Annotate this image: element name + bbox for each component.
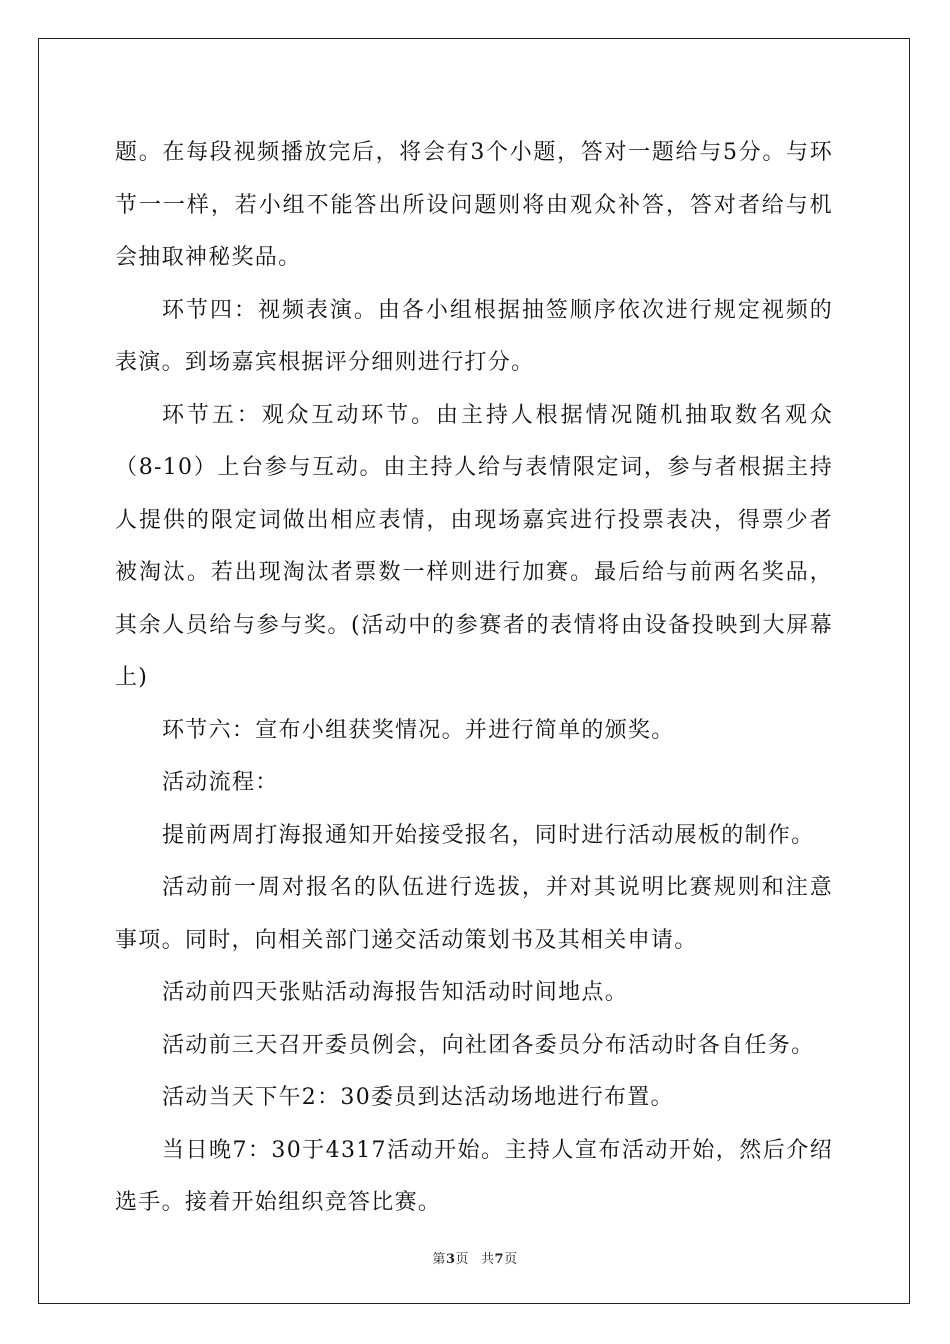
page-suffix: 页: [455, 1252, 469, 1267]
page-prefix: 第: [432, 1252, 446, 1267]
total-pages: 7: [494, 1252, 505, 1267]
paragraph: 活动当天下午2：30委员到达活动场地进行布置。: [162, 1085, 674, 1110]
paragraph: 提前两周打海报通知开始接受报名，同时进行活动展板的制作。: [162, 822, 815, 848]
document-body: [115, 127, 833, 1230]
paragraph: 活动流程：: [162, 770, 279, 795]
paragraph: 环节四：视频表演。由各小组根据抽签顺序依次进行规定视频的表演。到场嘉宾根据评分细则进行打分。: [115, 297, 833, 375]
paragraph: 活动前四天张贴活动海报告知活动时间地点。: [162, 980, 629, 1005]
paragraph: 环节六：宣布小组获奖情况。并进行简单的颁奖。: [162, 717, 675, 743]
page-number: 3: [445, 1252, 456, 1267]
paragraph: 活动前三天召开委员例会，向社团各委员分布活动时各自任务。: [162, 1032, 815, 1058]
paragraph: 题。在每段视频播放完后，将会有3个小题，答对一题给与5分。与环节一一样，若小组不能答出所设问题则将由观众补答，答对者给与机会抽取神秘奖品。: [115, 140, 833, 270]
paragraph: 活动前一周对报名的队伍进行选拔，并对其说明比赛规则和注意事项。同时，向相关部门递交活动策划书及其相关申请。: [115, 875, 833, 953]
paragraph: 当日晚7：30于4317活动开始。主持人宣布活动开始，然后介绍选手。接着开始组织竞答比赛。: [115, 1137, 833, 1215]
total-prefix: 共: [481, 1252, 495, 1267]
total-suffix: 页: [504, 1252, 518, 1267]
paragraph: 环节五：观众互动环节。由主持人根据情况随机抽取数名观众（8-10）上台参与互动。由主持人给与表情限定词，参与者根据主持人提供的限定词做出相应表情，由现场嘉宾进行投票表决，得票少者被淘汰。若出现淘汰者票数一样则进行加赛。最后给与前两名奖品，其余人员给与参与奖。(活动中的参赛者的表情将由设备投映到大屏幕上): [115, 402, 833, 690]
page-footer: [0, 1248, 950, 1267]
